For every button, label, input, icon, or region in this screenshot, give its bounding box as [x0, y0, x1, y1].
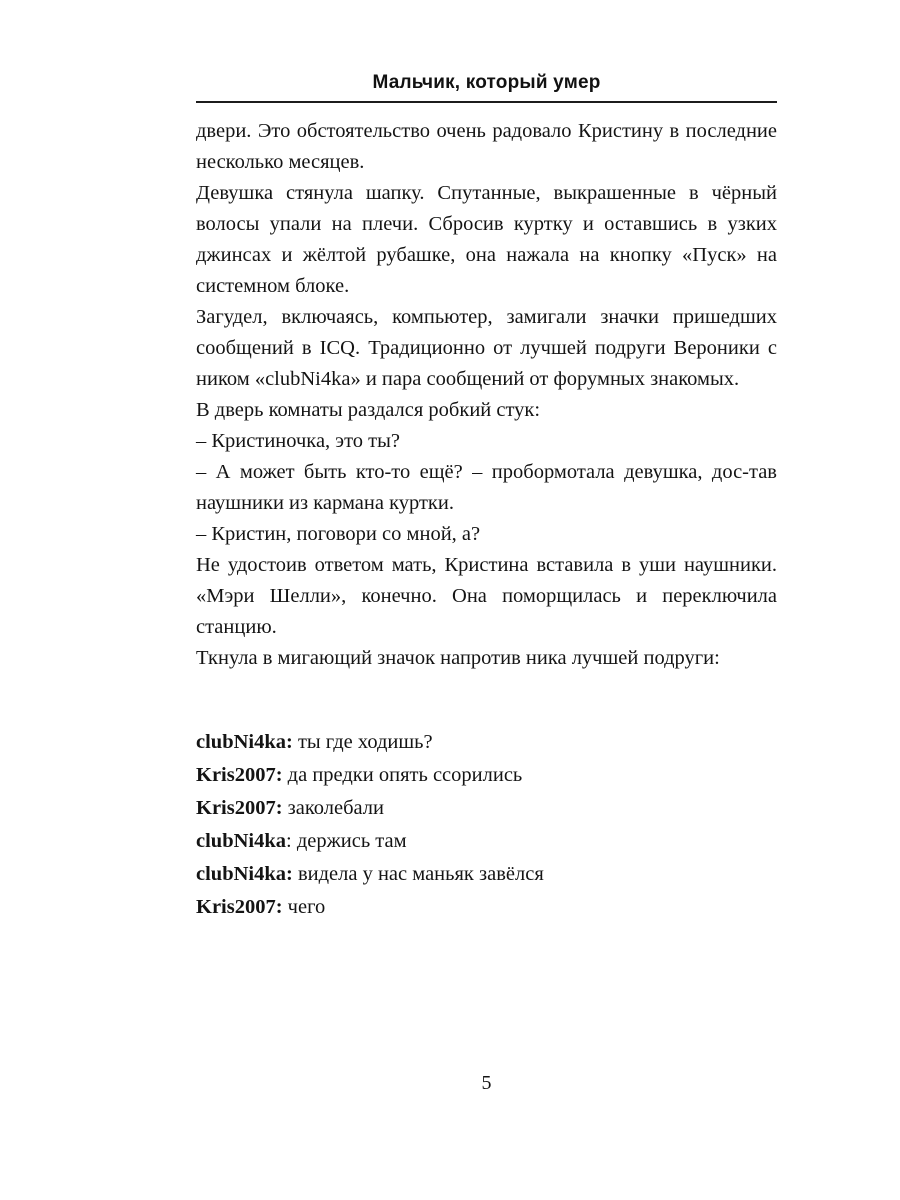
- chat-nick: clubNi4ka: [196, 830, 286, 852]
- chat-line: [196, 759, 777, 792]
- running-head-title: Мальчик, который умер: [372, 72, 601, 93]
- header-rule: [196, 101, 777, 103]
- chat-transcript: [196, 726, 777, 924]
- dialogue-line: – Кристиночка, это ты?: [196, 430, 400, 452]
- body-paragraph: Загудел, включаясь, компьютер, замигали значки пришедших сообщений в ICQ. Традиционно от лучшей подруги Вероники с ником «clubNi4ka» и пара сообщений от форумных знакомых.: [196, 306, 777, 390]
- chat-message: видела у нас маньяк завёлся: [292, 863, 544, 885]
- chat-line: [196, 891, 777, 924]
- body-paragraph: Ткнула в мигающий значок напротив ника лучшей подруги:: [196, 647, 720, 669]
- chat-message: да предки опять ссорились: [282, 764, 523, 786]
- chat-line: [196, 825, 777, 858]
- chat-nick: clubNi4ka:: [196, 731, 293, 753]
- chat-nick: Kris2007:: [196, 797, 283, 819]
- chat-nick: clubNi4ka:: [196, 863, 293, 885]
- chat-line: [196, 792, 777, 825]
- dialogue-line: – Кристин, поговори со мной, а?: [196, 523, 481, 545]
- page-content: [196, 72, 777, 924]
- chat-line: [196, 858, 777, 891]
- chat-message: : держись там: [286, 830, 407, 852]
- chat-message: заколебали: [282, 797, 385, 819]
- body-paragraph: В дверь комнаты раздался робкий стук:: [196, 399, 541, 421]
- chat-message: чего: [282, 896, 326, 918]
- page-number: 5: [481, 1072, 492, 1094]
- chat-line: [196, 726, 777, 759]
- dialogue-line: – А может быть кто-то ещё? – пробормотала девушка, дос-тав наушники из кармана куртки.: [196, 461, 777, 514]
- body-paragraph: Не удостоив ответом мать, Кристина вставила в уши наушники. «Мэри Шелли», конечно. Она поморщилась и переключила станцию.: [196, 554, 777, 638]
- chat-nick: Kris2007:: [196, 896, 283, 918]
- body-paragraph: двери. Это обстоятельство очень радовало Кристину в последние несколько месяцев.: [196, 120, 777, 173]
- chat-message: ты где ходишь?: [292, 731, 433, 753]
- body-paragraph: Девушка стянула шапку. Спутанные, выкрашенные в чёрный волосы упали на плечи. Сбросив куртку и оставшись в узких джинсах и жёлтой рубашке, она нажала на кнопку «Пуск» на системном блоке.: [196, 182, 777, 297]
- chat-nick: Kris2007:: [196, 764, 283, 786]
